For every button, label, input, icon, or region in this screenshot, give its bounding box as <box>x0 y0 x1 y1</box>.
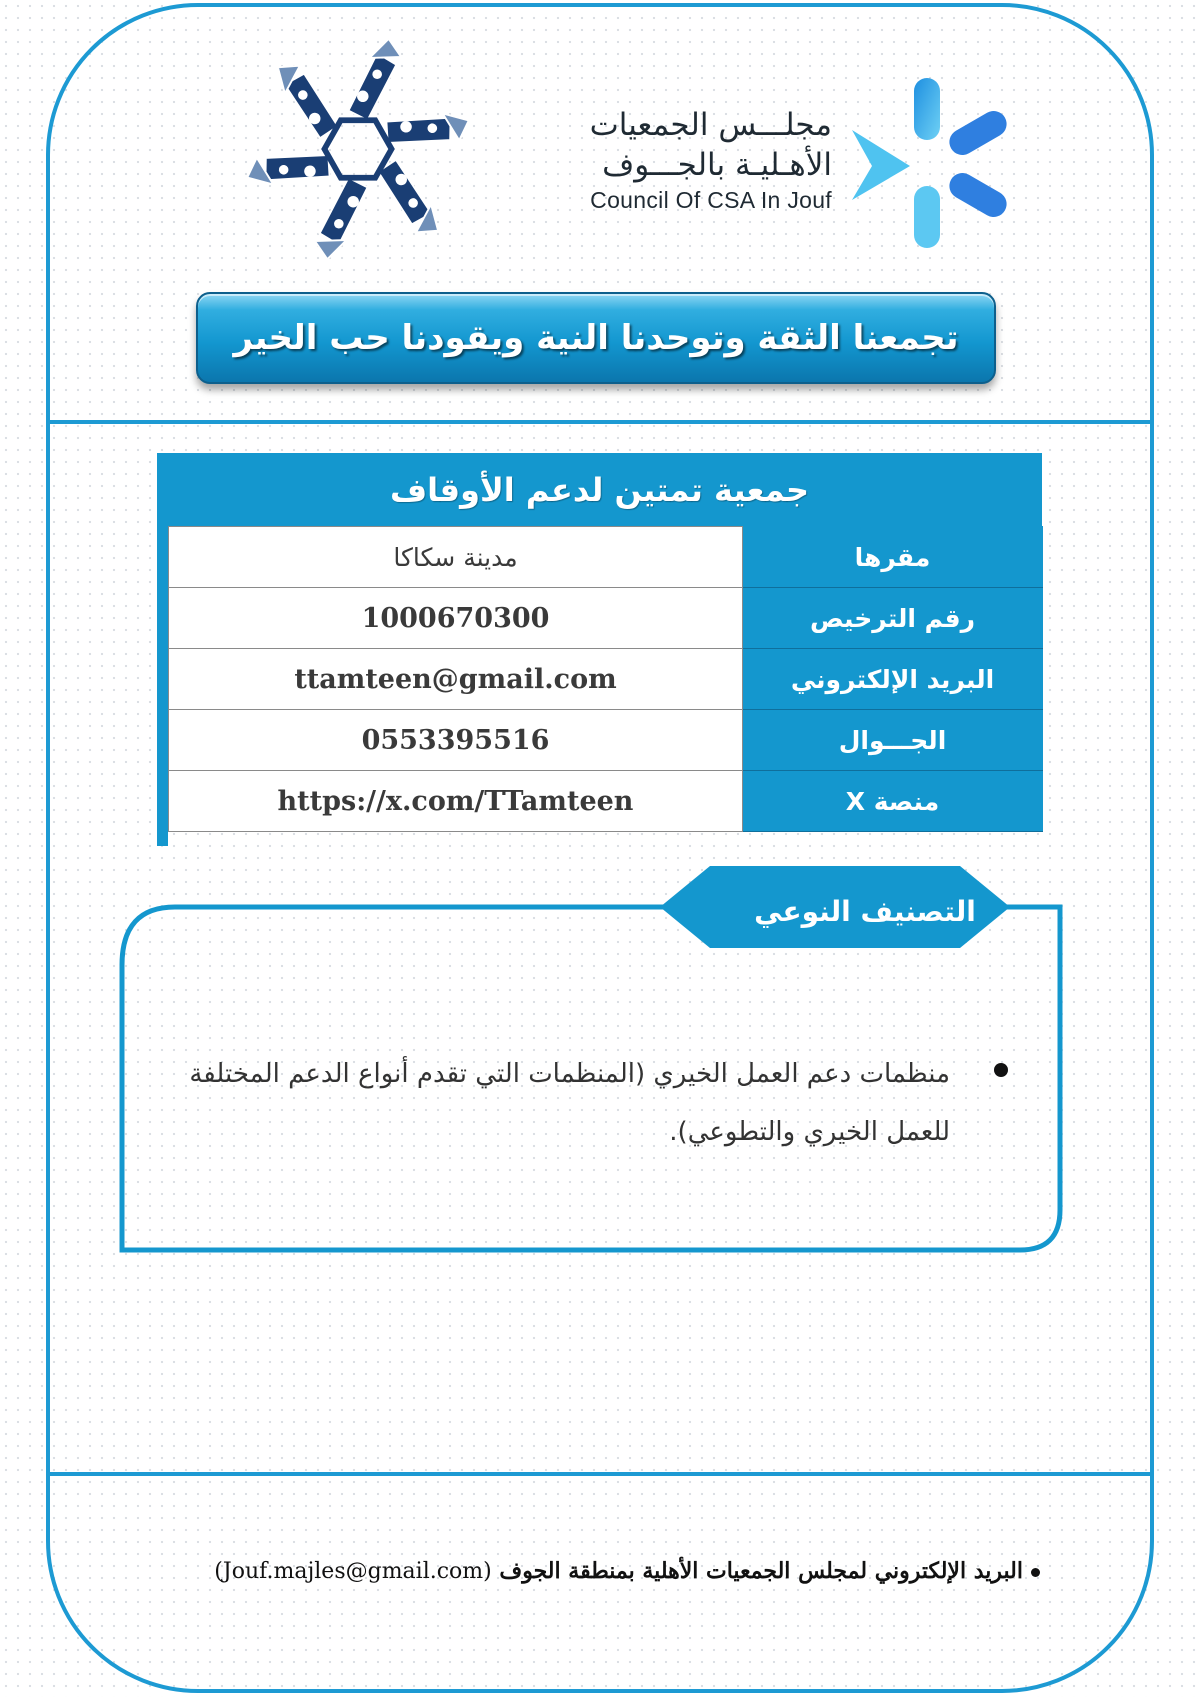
email-value[interactable]: ttamteen@gmail.com <box>169 649 743 710</box>
table-left-bar <box>157 526 168 846</box>
association-name: جمعية تمتين لدعم الأوقاف <box>157 453 1042 526</box>
mobile-label: الجـــوال <box>743 710 1043 771</box>
hq-label: مقرها <box>743 527 1043 588</box>
council-logo <box>852 78 1007 248</box>
license-value: 1000670300 <box>169 588 743 649</box>
hq-value: مدينة سكاكا <box>169 527 743 588</box>
association-info-table <box>168 526 1043 832</box>
email-label: البريد الإلكتروني <box>743 649 1043 710</box>
association-emblem <box>243 30 473 268</box>
mobile-value[interactable]: 0553395516 <box>169 710 743 771</box>
footer-contact <box>200 1558 1040 1584</box>
council-name-line2: الأهـليـة بالجـــوف <box>602 147 832 183</box>
table-row <box>169 649 1043 710</box>
classification-item: منظمات دعم العمل الخيري (المنظمات التي تقدم أنواع الدعم المختلفة للعمل الخيري والتطوعي). <box>189 1059 950 1147</box>
council-name-en: Council Of CSA In Jouf <box>590 187 832 213</box>
bullet-icon <box>994 1063 1008 1077</box>
table-row <box>169 771 1043 832</box>
table-row <box>169 527 1043 588</box>
bullet-icon <box>1031 1568 1040 1577</box>
footer-email[interactable]: (Jouf.majles@gmail.com) <box>214 1559 492 1584</box>
table-row <box>169 710 1043 771</box>
x-platform-value[interactable]: https://x.com/TTamteen <box>169 771 743 832</box>
table-row <box>169 588 1043 649</box>
x-platform-label: منصة X <box>743 771 1043 832</box>
license-label: رقم الترخيص <box>743 588 1043 649</box>
council-name <box>560 105 832 215</box>
council-name-line1: مجلـــس الجمعيات <box>589 107 832 143</box>
footer-label: البريد الإلكتروني لمجلس الجمعيات الأهلية بمنطقة الجوف <box>499 1558 1023 1584</box>
classification-title: التصنيف النوعي <box>754 895 976 928</box>
slogan-banner: تجمعنا الثقة وتوحدنا النية ويقودنا حب الخير <box>196 292 996 384</box>
